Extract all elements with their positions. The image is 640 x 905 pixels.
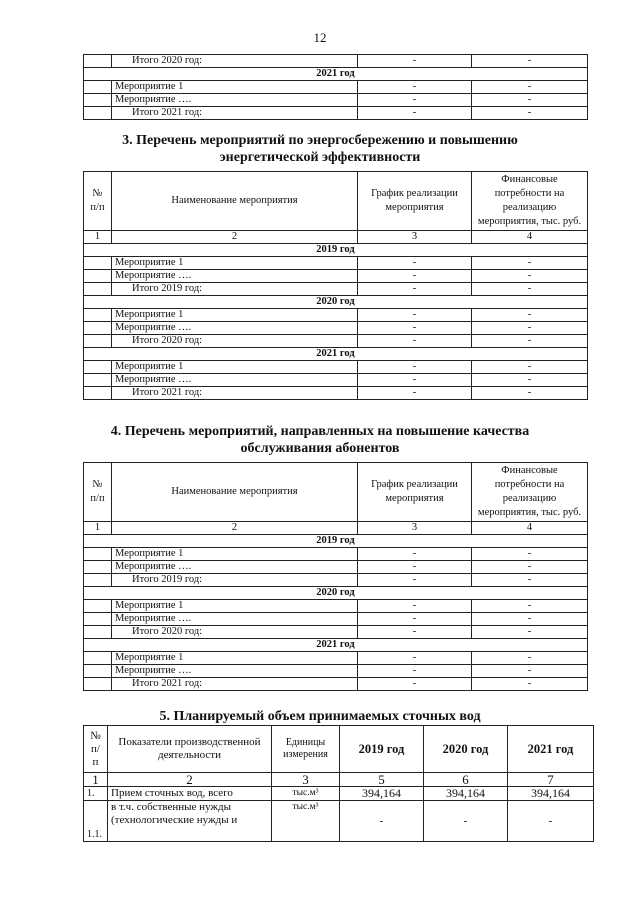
section3-table-body: [84, 244, 588, 400]
row-value-2021: -: [508, 801, 594, 842]
header-cell-2021: 2021 год: [508, 726, 594, 773]
header-cell-finance: Финансовые потребности на реализацию мероприятия, тыс. руб.: [472, 172, 588, 231]
schedule-cell: -: [358, 270, 472, 283]
schedule-cell: -: [358, 257, 472, 270]
column-number: 3: [272, 773, 340, 787]
activity-name-cell: Мероприятие 1: [112, 548, 358, 561]
year-heading: 2020 год: [84, 296, 588, 309]
activity-name-cell: Мероприятие ….: [112, 561, 358, 574]
activity-row: [84, 94, 588, 107]
header-cell-unit: Единицы измерения: [272, 726, 340, 773]
column-number: 2: [108, 773, 272, 787]
year-heading: 2019 год: [84, 244, 588, 257]
activity-name-cell: Мероприятие ….: [112, 665, 358, 678]
total-row: [84, 283, 588, 296]
activity-name-cell: Мероприятие ….: [112, 270, 358, 283]
section3-table: [83, 171, 588, 400]
activity-row: [84, 561, 588, 574]
year-row: [84, 535, 588, 548]
schedule-cell: -: [358, 81, 472, 94]
row-number: 1.: [84, 787, 108, 801]
row-value-2020: 394,164: [424, 787, 508, 801]
year-row: [84, 244, 588, 257]
schedule-cell: -: [358, 665, 472, 678]
activity-row: [84, 81, 588, 94]
column-number: 7: [508, 773, 594, 787]
row-number-cell: [84, 374, 112, 387]
column-number: 1: [84, 773, 108, 787]
finance-cell: -: [472, 335, 588, 348]
activity-name-cell: Мероприятие 1: [112, 600, 358, 613]
finance-cell: -: [472, 387, 588, 400]
activity-name-cell: Итого 2021 год:: [112, 107, 358, 120]
header-cell-indicator: Показатели производственной деятельности: [108, 726, 272, 773]
header-row: [84, 172, 588, 231]
finance-cell: -: [472, 652, 588, 665]
header-cell-finance: Финансовые потребности на реализацию мероприятия, тыс. руб.: [472, 463, 588, 522]
section4-title: [0, 423, 640, 457]
finance-cell: -: [472, 283, 588, 296]
activity-name-cell: Мероприятие 1: [112, 309, 358, 322]
table-row: [84, 787, 594, 801]
activity-row: [84, 270, 588, 283]
finance-cell: -: [472, 257, 588, 270]
header-row: [84, 463, 588, 522]
schedule-cell: -: [358, 652, 472, 665]
header-cell-name: Наименование мероприятия: [112, 172, 358, 231]
header-cell-num: № п/ п: [84, 726, 108, 773]
activity-row: [84, 665, 588, 678]
activity-row: [84, 361, 588, 374]
column-number: 1: [84, 522, 112, 535]
continuation-table-body: [84, 55, 588, 120]
column-number: 4: [472, 522, 588, 535]
row-number-cell: [84, 322, 112, 335]
row-number-cell: [84, 626, 112, 639]
section5-table: [83, 725, 594, 842]
activity-name-cell: Итого 2020 год:: [112, 626, 358, 639]
column-number: 3: [358, 522, 472, 535]
row-unit: тыс.м³: [272, 801, 340, 842]
finance-cell: -: [472, 309, 588, 322]
column-number: 5: [340, 773, 424, 787]
schedule-cell: -: [358, 283, 472, 296]
year-row: [84, 68, 588, 81]
total-row: [84, 678, 588, 691]
section5-table-head: [84, 726, 594, 787]
column-number-row: [84, 522, 588, 535]
schedule-cell: -: [358, 361, 472, 374]
year-heading: 2020 год: [84, 587, 588, 600]
finance-cell: -: [472, 55, 588, 68]
row-number-cell: [84, 283, 112, 296]
schedule-cell: -: [358, 55, 472, 68]
continuation-table: [83, 54, 588, 120]
column-number: 3: [358, 231, 472, 244]
activity-name-cell: Мероприятие ….: [112, 374, 358, 387]
finance-cell: -: [472, 322, 588, 335]
total-row: [84, 387, 588, 400]
section3-table-head: [84, 172, 588, 244]
page-number: 12: [313, 30, 327, 45]
finance-cell: -: [472, 361, 588, 374]
section3-title: [0, 132, 640, 166]
section3-title-line2: энергетической эффективности: [219, 150, 421, 165]
finance-cell: -: [472, 665, 588, 678]
activity-row: [84, 322, 588, 335]
activity-name-cell: Мероприятие ….: [112, 613, 358, 626]
activity-row: [84, 548, 588, 561]
activity-name-cell: Мероприятие ….: [112, 322, 358, 335]
finance-cell: -: [472, 81, 588, 94]
schedule-cell: -: [358, 574, 472, 587]
header-cell-num: № п/п: [84, 463, 112, 522]
activity-name-cell: Мероприятие 1: [112, 81, 358, 94]
finance-cell: -: [472, 600, 588, 613]
activity-name-cell: Итого 2019 год:: [112, 574, 358, 587]
column-number-row: [84, 773, 594, 787]
finance-cell: -: [472, 270, 588, 283]
activity-name-cell: Итого 2021 год:: [112, 387, 358, 400]
table-row: [84, 801, 594, 842]
activity-row: [84, 257, 588, 270]
row-value-2021: 394,164: [508, 787, 594, 801]
schedule-cell: -: [358, 548, 472, 561]
year-heading: 2021 год: [84, 639, 588, 652]
row-indicator: Прием сточных вод, всего: [108, 787, 272, 801]
column-number-row: [84, 231, 588, 244]
section4-title-line1: 4. Перечень мероприятий, направленных на повышение качества: [110, 424, 530, 439]
row-number-cell: [84, 387, 112, 400]
row-value-2019: -: [340, 801, 424, 842]
column-number: 4: [472, 231, 588, 244]
year-heading: 2021 год: [84, 68, 588, 81]
total-row: [84, 574, 588, 587]
schedule-cell: -: [358, 374, 472, 387]
activity-row: [84, 652, 588, 665]
total-row: [84, 626, 588, 639]
row-number-cell: [84, 81, 112, 94]
year-row: [84, 587, 588, 600]
row-number-cell: [84, 613, 112, 626]
header-cell-name: Наименование мероприятия: [112, 463, 358, 522]
row-number-cell: [84, 652, 112, 665]
schedule-cell: -: [358, 626, 472, 639]
finance-cell: -: [472, 678, 588, 691]
section5-title: 5. Планируемый объем принимаемых сточных вод: [159, 709, 481, 724]
header-cell-schedule: График реализации мероприятия: [358, 463, 472, 522]
activity-name-cell: Мероприятие 1: [112, 652, 358, 665]
year-row: [84, 296, 588, 309]
row-value-2020: -: [424, 801, 508, 842]
finance-cell: -: [472, 574, 588, 587]
row-number-cell: [84, 600, 112, 613]
schedule-cell: -: [358, 322, 472, 335]
activity-row: [84, 613, 588, 626]
schedule-cell: -: [358, 600, 472, 613]
schedule-cell: -: [358, 613, 472, 626]
section4-title-line2: обслуживания абонентов: [240, 441, 400, 456]
activity-name-cell: Итого 2021 год:: [112, 678, 358, 691]
row-number-cell: [84, 361, 112, 374]
row-number-cell: [84, 548, 112, 561]
schedule-cell: -: [358, 107, 472, 120]
total-row: [84, 335, 588, 348]
activity-name-cell: Мероприятие 1: [112, 361, 358, 374]
activity-name-cell: Итого 2020 год:: [112, 335, 358, 348]
section3-title-line1: 3. Перечень мероприятий по энергосбережению и повышению: [122, 133, 518, 148]
finance-cell: -: [472, 374, 588, 387]
finance-cell: -: [472, 107, 588, 120]
row-number-cell: [84, 678, 112, 691]
row-number-cell: [84, 257, 112, 270]
activity-name-cell: Мероприятие ….: [112, 94, 358, 107]
row-number-cell: [84, 94, 112, 107]
row-number-cell: [84, 107, 112, 120]
finance-cell: -: [472, 561, 588, 574]
row-number-cell: [84, 665, 112, 678]
row-number-cell: [84, 55, 112, 68]
row-value-2019: 394,164: [340, 787, 424, 801]
schedule-cell: -: [358, 335, 472, 348]
row-number: 1.1.: [84, 801, 108, 842]
column-number: 2: [112, 522, 358, 535]
schedule-cell: -: [358, 561, 472, 574]
column-number: 2: [112, 231, 358, 244]
total-row: [84, 55, 588, 68]
finance-cell: -: [472, 613, 588, 626]
schedule-cell: -: [358, 309, 472, 322]
activity-row: [84, 374, 588, 387]
row-number-cell: [84, 335, 112, 348]
total-row: [84, 107, 588, 120]
column-number: 1: [84, 231, 112, 244]
row-number-cell: [84, 561, 112, 574]
finance-cell: -: [472, 548, 588, 561]
section4-table: [83, 462, 588, 691]
row-unit: тыс.м³: [272, 787, 340, 801]
activity-name-cell: Мероприятие 1: [112, 257, 358, 270]
section4-table-head: [84, 463, 588, 535]
year-row: [84, 639, 588, 652]
header-cell-num: № п/п: [84, 172, 112, 231]
finance-cell: -: [472, 626, 588, 639]
header-row: [84, 726, 594, 773]
header-cell-2019: 2019 год: [340, 726, 424, 773]
header-cell-2020: 2020 год: [424, 726, 508, 773]
section4-table-body: [84, 535, 588, 691]
activity-name-cell: Итого 2019 год:: [112, 283, 358, 296]
year-heading: 2019 год: [84, 535, 588, 548]
column-number: 6: [424, 773, 508, 787]
row-number-cell: [84, 574, 112, 587]
schedule-cell: -: [358, 387, 472, 400]
schedule-cell: -: [358, 94, 472, 107]
finance-cell: -: [472, 94, 588, 107]
row-indicator: в т.ч. собственные нужды (технологические нужды и: [108, 801, 272, 842]
activity-name-cell: Итого 2020 год:: [112, 55, 358, 68]
activity-row: [84, 600, 588, 613]
schedule-cell: -: [358, 678, 472, 691]
row-number-cell: [84, 309, 112, 322]
year-row: [84, 348, 588, 361]
row-number-cell: [84, 270, 112, 283]
year-heading: 2021 год: [84, 348, 588, 361]
header-cell-schedule: График реализации мероприятия: [358, 172, 472, 231]
section5-table-body: [84, 787, 594, 842]
activity-row: [84, 309, 588, 322]
